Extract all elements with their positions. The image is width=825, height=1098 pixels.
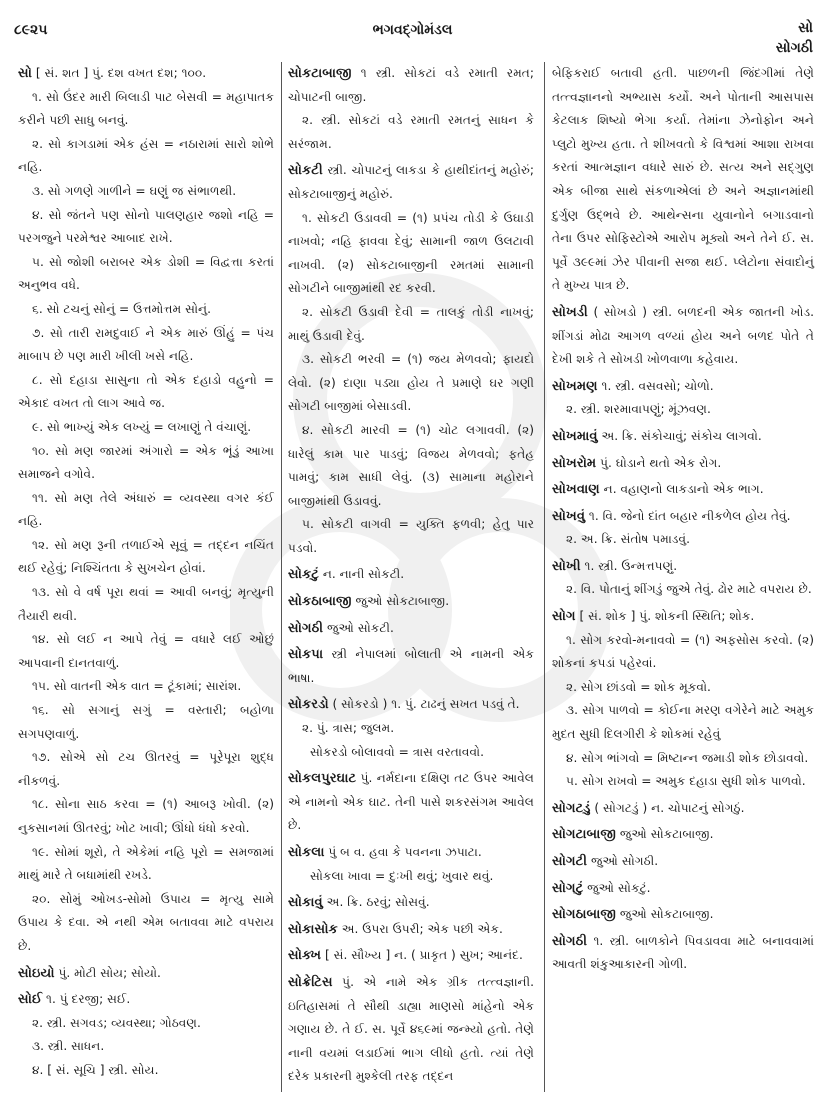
entry-sense [18,675,274,699]
dictionary-entry [288,62,534,156]
entry-sense [18,180,274,204]
entry-definition [552,823,814,847]
entry-sense [18,298,274,322]
entry-sense [18,699,274,746]
entry-definition [288,159,534,206]
dictionary-entry [288,767,534,838]
headword: સોકરડો [288,697,329,713]
definition-text: ૧. સ્ત્રી. ઉન્મત્તપણું. [584,558,678,573]
entry-sense [18,204,274,251]
dictionary-entry [552,301,814,372]
definition-text: ૨. વિ. પોતાનું શીંગડું જુએ તેવું. ઢોર માટે વપરાય છે. [566,582,812,597]
definition-text: [ સં. શોક ] પું. શોકની સ્થિતિ; શોક. [579,609,755,624]
entry-definition [288,643,534,690]
entry-sense [18,841,274,888]
guide-word-last: સોગઠી [775,40,813,56]
headword: સોખરોમ [552,455,597,471]
entry-sense [18,369,274,416]
headword: સોખમણ [552,378,598,394]
entry-definition [552,301,814,372]
headword: સોકઠાબાજી [288,594,352,610]
definition-text: અ. ઉપરા ઉપરી; એક પછી એક. [341,921,503,936]
headword: સોઇયો [18,965,55,981]
dictionary-entry [552,425,814,449]
definition-text: ૨૦. સોમું ઓખડ-સોમો ઉપાય = મૃત્યુ સામે ઉપાય કે દવા. એ નથી એમ બતાવવા માટે વપરાય છે. [18,891,274,953]
definition-text: પું. નર્મદાના દક્ષિણ તટ ઉપર આવેલ એ નામનો એક ઘાટ. તેની પાસે શકરસંગમ આવેલ છે. [288,771,535,833]
dictionary-entry [552,797,814,821]
definition-text: સોકલા ખાવા = દુઃખી થવું; ખુવાર થવું. [310,868,494,883]
headword: સોક્ખ [288,948,322,964]
entry-sense [552,528,814,552]
definition-text: ૧. પું દરજી; સઈ. [46,992,131,1007]
definition-text: ૧૭. સોએ સો ટચ ઊતરવું = પૂરેપૂરા શુદ્ધ નીકળવું. [18,750,274,788]
definition-text: ૩. સોકટી ભરવી = (૧) જય મેળવવો; ફાયદો લેવો. (૨) દાણા પડ્યા હોય તે પ્રમાણે ઘર ગણી સોગટી બાજીમાં બેસાડવી. [288,352,534,414]
entry-sense [288,348,534,419]
definition-text: ૩. સોગ પાળવો = કોઈના મરણ વગેરેને માટે અમુક મુદત સુધી દિલગીરી કે શોકમાં રહેવું [552,703,814,742]
definition-text: ૯. સો ભાખ્યું એક લખ્યું = લખાણું તે વંચાણું. [32,419,252,434]
guide-words [776,18,813,58]
dictionary-entry [18,962,274,986]
definition-text: ૪. [ સં. સૂચિ ] સ્ત્રી. સોય. [32,1062,159,1077]
entry-definition [552,797,814,821]
entry-sense [18,746,274,793]
entry-definition [288,971,534,1089]
book-title: ભગવદ્ગોમંડલ [372,22,453,38]
dictionary-entry [288,617,534,641]
definition-text: ( સોખડો ) સ્ત્રી. બળદની એક જાતની ખોડ. શીંગડાં મોઢા આગળ વળ્યાં હોય અને બળદ પોતે તે દેખી શકે તે સોખડી ખોળવાળા કહેવાય. [552,304,815,367]
headword: સો [18,66,32,81]
entry-definition [552,62,814,298]
entry-definition [552,903,814,927]
definition-text: ૪. સોગ ભાંગવો = મિષ્ટાન્ન જમાડી શોક છોડાવવો. [566,750,809,765]
headword: સોગટી [552,854,588,869]
entry-sense [288,419,534,513]
entry-definition [288,693,534,717]
entry-definition [552,452,814,476]
definition-text: સ્ત્રી નેપાલમાં બોલાતી એ નામની એક ભાષા. [288,647,535,685]
definition-text: ૨. સોકટી ઉડાવી દેવી = તાલકું તોડી નાખવું; માથું ઉડાવી દેવું. [288,304,534,343]
entry-definition [18,62,274,86]
definition-text: ૩. સ્ત્રી. સાધન. [32,1039,105,1054]
definition-text: ૧૯. સોમાં શૂરો, તે એકેમાં નહિ પૂરો = સમજામાં માથું મારે તે બધામાંથી રખડે. [18,844,274,883]
definition-text: ૨. સ્ત્રી. શરમાવાપણું; મૂંઝવણ. [566,402,711,417]
dictionary-entry [552,62,814,298]
definition-text: પું. એ નામે એક ગ્રીક તત્ત્વજ્ઞાની. ઇતિહાસમાં તે સૌથી ડાહ્યા માણસો માંહેનો એક ગણાય છે. તે ઈ. સ. પૂર્વે ૪૬૯માં જન્મ્યો હતો. તેણે નાની વયમાં લડાઈમાં ભાગ લીધો હતો. ત્યાં તેણે દરેક પ્રકારની મુશ્કેલી તરફ તદ્દન [288,974,534,1084]
entry-definition [552,930,814,977]
entry-sense [18,133,274,180]
entry-sense [18,534,274,581]
headword: સોકટું [288,567,319,583]
definition-text: ૫. સો જોશી બરાબર એક ડોશી = વિદ્વત્તા કરતાં અનુભવ વધે. [18,254,274,293]
dictionary-entry [18,988,274,1082]
entry-definition [552,877,814,901]
entry-sense [18,416,274,440]
dictionary-entry [288,841,534,888]
headword: સોઈ [18,992,43,1008]
headword: સોકટી [288,163,323,179]
dictionary-entry [288,693,534,764]
dictionary-entry [552,478,814,502]
entry-sense [288,741,534,765]
entry-definition [288,617,534,641]
definition-text: સોકરડો બોલાવવો = ત્રાસ વરતાવવો. [310,744,484,759]
entry-sense [18,1035,274,1059]
dictionary-entry [552,823,814,847]
entry-sense [552,770,814,794]
definition-text: ૧૮. સોના સાઠ કરવા = (૧) આબરૂ ખોવી. (૨) નુકસાનમાં ઊતરવું; ખોટ ખાવી; ઊંધો ધંધો કરવો. [18,797,274,835]
definition-text: જુઓ સોકટાબાજી. [355,594,450,609]
headword: સોગટડું [552,800,591,816]
headword: સોકટાબાજી [288,66,352,81]
definition-text: ૮. સો દહાડા સાસુના તો એક દહાડો વહુનો = એકાદ વખત તો લાગ આવે જ. [18,372,274,411]
definition-text: જુઓ સોગઠી. [590,854,659,868]
definition-text: જુઓ સોકટી. [326,620,394,635]
dictionary-entry [552,605,814,794]
definition-text: પું. ઘોડાને થતો એક રોગ. [600,455,722,470]
headword: સોક્રેટિસ [288,974,333,990]
definition-text: ૭. સો તારી રામદુવાઈ ને એક મારું ઊંહું = પંચ માબાપ છે પણ મારી ખીલી ખસે નહિ. [18,325,274,364]
column-2 [288,62,534,1092]
definition-text: ૧. સ્ત્રી. વસવસો; ચોળો. [601,378,714,393]
entry-definition [552,375,814,399]
entry-sense [288,717,534,741]
entry-sense [288,865,534,889]
dictionary-entry [552,877,814,901]
entry-definition [288,891,534,915]
entry-sense [288,109,534,156]
headword: સોગઠાબાજી [552,907,616,923]
definition-text: [ સં. સૌખ્ય ] ન. ( પ્રાકૃત ) સુખ; આનંદ. [325,948,523,963]
definition-text: ૧૬. સો સગાનું સગું = વસ્તારી; બહોળા સગપણવાળું. [18,703,274,741]
entry-definition [288,563,534,587]
definition-text: ૨. સ્ત્રી. સોકટાં વડે રમાતી રમતનું સાધન કે સરંજામ. [288,113,534,151]
entry-definition [288,918,534,942]
headword: સોગ [552,609,576,625]
definition-text: ૧૨. સો મણ રૂની તળાઈએ સૂવું = તદ્દન નચિંત થઈ રહેવું; નિશ્ચિંતતા કે સુખચેન હોવાં. [18,537,274,576]
definition-text: જુઓ સોકટું. [587,880,651,895]
headword: સોગટું [552,880,584,896]
entry-sense [288,207,534,301]
headword: સોગઠી [288,620,324,636]
entry-sense [552,747,814,771]
definition-text: ન. વહાણનો લાકડાનો એક ભાગ. [603,482,764,497]
entry-sense [18,251,274,298]
entry-sense [552,578,814,602]
dictionary-entry [288,563,534,587]
entry-definition [552,555,814,579]
entry-sense [552,629,814,676]
entry-sense [18,628,274,675]
definition-text: ન. નાની સોકટી. [322,567,405,582]
definition-text: ૧. વિ. જેનો દાંત બહાર નીકળેલ હોય તેવું. [588,508,791,523]
dictionary-entry [552,930,814,977]
headword: સોકાસોક [288,921,338,937]
dictionary-entry [18,62,274,959]
entry-sense [552,398,814,422]
headword: સોકલા [288,845,325,860]
definition-text: જુઓ સોકટાબાજી. [619,827,714,842]
entry-sense [18,487,274,534]
definition-text: ૪. સોકટી મારવી = (૧) ચોટ લગાવવી. (૨) ધારેલું કામ પાર પાડવું; વિજય મેળવવો; ફતેહ પામવું; કામ સાધી લેવું. (૩) સામાના મહોરાને બાજીમાંથી ઉડાવવું. [288,422,534,508]
dictionary-entry [288,918,534,942]
entry-definition [552,478,814,502]
headword: સોખવું [552,508,586,524]
guide-word-first: સો [798,20,813,36]
entry-sense [288,513,534,560]
headword: સોકલપુરઘાટ [288,771,357,787]
definition-text: ૧. સોગ કરવો-મનાવવો = (૧) અફસોસ કરવો. (૨) શોકનાં કપડાં પહેરવાં. [552,632,814,671]
entry-definition [552,505,814,529]
definition-text: ૧૩. સો વે વર્ષ પૂરા થવાં = આવી બનવું; મૃત્યુની તૈયારી થવી. [18,585,274,623]
definition-text: ૧૪. સો લઈ ન આપે તેવું = વધારે લઈ ઓછું આપવાની દાનતવાળું. [18,632,274,670]
definition-text: બેફિકરાઈ બતાવી હતી. પાછળની જિંદગીમાં તેણે તત્ત્વજ્ઞાનનો અભ્યાસ કર્યો. અને પોતાની આસપાસ કેટલાક શિષ્યો ભેગા કર્યા. તેમાંના ઝેનોફોન અને પ્લુટો મુખ્ય હતા. તે શીખવતો કે વિશ્વમાં આશા રાખવા કરતાં આત્મજ્ઞાન વધારે સારું છે. સત્ય અને સદ્ગુણ એક બીજા સાથે સંકળાએલાં છે અને અજ્ઞાનમાંથી દુર્ગુણ ઉદ્ભવે છે. આથેન્સના યુવાનોને બગાડવાનો તેના ઉપર સોફિસ્ટોએ આરોપ મૂક્યો અને તેને ઈ. સ. પૂર્વે ૩૯૯માં ઝેર પીવાની સજા થઈ. પ્લેટોના સંવાદોનું તે મુખ્ય પાત્ર છે. [552,66,814,293]
entry-sense [288,301,534,348]
definition-text: ૧ સ્ત્રી. સોકટાં વડે રમાતી રમત; ચોપાટની બાજી. [288,66,534,104]
entry-definition [288,841,534,865]
entry-sense [18,1012,274,1036]
dictionary-entry [552,850,814,874]
entry-sense [18,440,274,487]
definition-text: સ્ત્રી. ચોપાટનું લાકડા કે હાથીદાંતનું મહોરું; સોકટાબાજીનું મહોરું. [288,163,534,201]
definition-text: ૨. પું. ત્રાસ; જુલમ. [302,721,395,736]
dictionary-entry [288,643,534,690]
dictionary-entry [552,452,814,476]
definition-text: ૨. સોગ છાંડવો = શોક મૂકવો. [566,679,711,694]
definition-text: અ. ક્રિ. ઠરવું; સોસવું. [326,895,430,910]
entry-definition [552,605,814,629]
dictionary-entry [552,903,814,927]
definition-text: ૨. સો કાગડામાં એક હંસ = નઠારામાં સારો શોભે નહિ. [18,136,274,175]
entry-definition [288,767,534,838]
entry-definition [552,425,814,449]
page-header [0,0,825,56]
definition-text: ૧. સ્ત્રી. બાળકોને પિવડાવવા માટે બનાવવામાં આવતી શંકુઆકારની ગોળી. [552,933,814,972]
entry-sense [18,581,274,628]
dictionary-entry [288,891,534,915]
definition-text: અ. ક્રિ. સંકોચાવું; સંકોચ લાગવો. [601,428,762,443]
entry-sense [18,86,274,133]
definition-text: ૧૧. સો મણ તેલે અંધારું = વ્યવસ્થા વગર કંઈ નહિ. [18,490,274,529]
entry-definition [18,988,274,1012]
page-number: ૮૯૨૫ [14,22,48,38]
definition-text: ૨. અ. ક્રિ. સંતોષ પમાડવું. [566,532,690,547]
definition-text: જુઓ સોકટાબાજી. [619,907,714,922]
headword: સોખી [552,558,581,574]
dictionary-entry [552,555,814,602]
dictionary-entry [288,159,534,560]
definition-text: પું. મોટી સોય; સોયો. [58,965,161,980]
entry-sense [18,888,274,959]
dictionary-entry [288,944,534,968]
column-3 [552,62,814,980]
entry-definition [18,962,274,986]
definition-text: ૧. સોકટી ઉડાવવી = (૧) પ્રપંચ તોડી કે ઉઘાડી નાખવો; નહિ ફાવવા દેવું; સામાની જાળ ઉલટાવી નાખવી. (૨) સોકટાબાજીની રમતમાં સામાની સોગટીને બાજીમાંથી રદ કરવી. [288,210,534,296]
definition-text: ( સોગટડું ) ન. ચોપાટનું સોગઠું. [594,800,745,815]
headword: સોખવાણ [552,482,600,498]
entry-definition [288,62,534,109]
definition-text: ૪. સો જંતને પણ સોનો પાલણહાર જશો નહિ = પરગજુને પરમેશ્વર આબાદ રાખે. [18,207,274,246]
entry-definition [288,590,534,614]
headword: સોખમાવું [552,428,598,444]
column-1 [18,62,274,1086]
headword: સોગઠી [552,933,588,949]
dictionary-entry [552,375,814,422]
definition-text: ( સોકરડો ) ૧. પું. ટાઢનું સખત પડવું તે. [332,697,520,712]
entry-definition [552,850,814,874]
definition-text: ૫. સોગ રાખવો = અમુક દહાડા સુધી શોક પાળવો. [566,774,806,789]
entry-sense [552,676,814,700]
dictionary-entry [288,971,534,1089]
definition-text: ૧. સો ઉંદર મારી બિલાડી પાટ બેસવી = મહાપાતક કરીને પછી સાધુ બનવું. [18,89,274,128]
headword: સોકાવું [288,895,323,911]
entry-sense [18,1059,274,1083]
headword: સોગટાબાજી [552,827,616,843]
column-divider [544,62,545,1092]
entry-sense [18,322,274,369]
definition-text: ૧૫. સો વાતની એક વાત = ટૂંકામાં; સારાંશ. [32,679,242,694]
definition-text: ૬. સો ટચનું સોનું = ઉત્તમોત્તમ સોનું. [32,301,211,316]
definition-text: પું બ વ. હવા કે પવનના ઝપાટા. [328,845,482,859]
definition-text: ૧૦. સો મણ જારમાં અંગારો = એક ભૂંડું આખા સમાજને વગોવે. [18,443,274,482]
headword: સોખડી [552,304,588,320]
dictionary-entry [552,505,814,552]
dictionary-entry [288,590,534,614]
definition-text: ૨. સ્ત્રી. સગવડ; વ્યવસ્થા; ગોઠવણ. [32,1015,201,1030]
column-divider [281,62,282,1092]
definition-text: ૫. સોકટી વાગવી = યુક્તિ ફળવી; હેતુ પાર પડવો. [288,517,534,555]
entry-sense [18,793,274,840]
definition-text: ૩. સો ગળણે ગાળીને = ઘણું જ સંભાળથી. [32,183,237,198]
entry-definition [288,944,534,968]
entry-sense [552,699,814,746]
headword: સોકપા [288,647,324,663]
definition-text: [ સં. શત ] પું. દશ વખત દશ; ૧૦૦. [35,66,207,80]
